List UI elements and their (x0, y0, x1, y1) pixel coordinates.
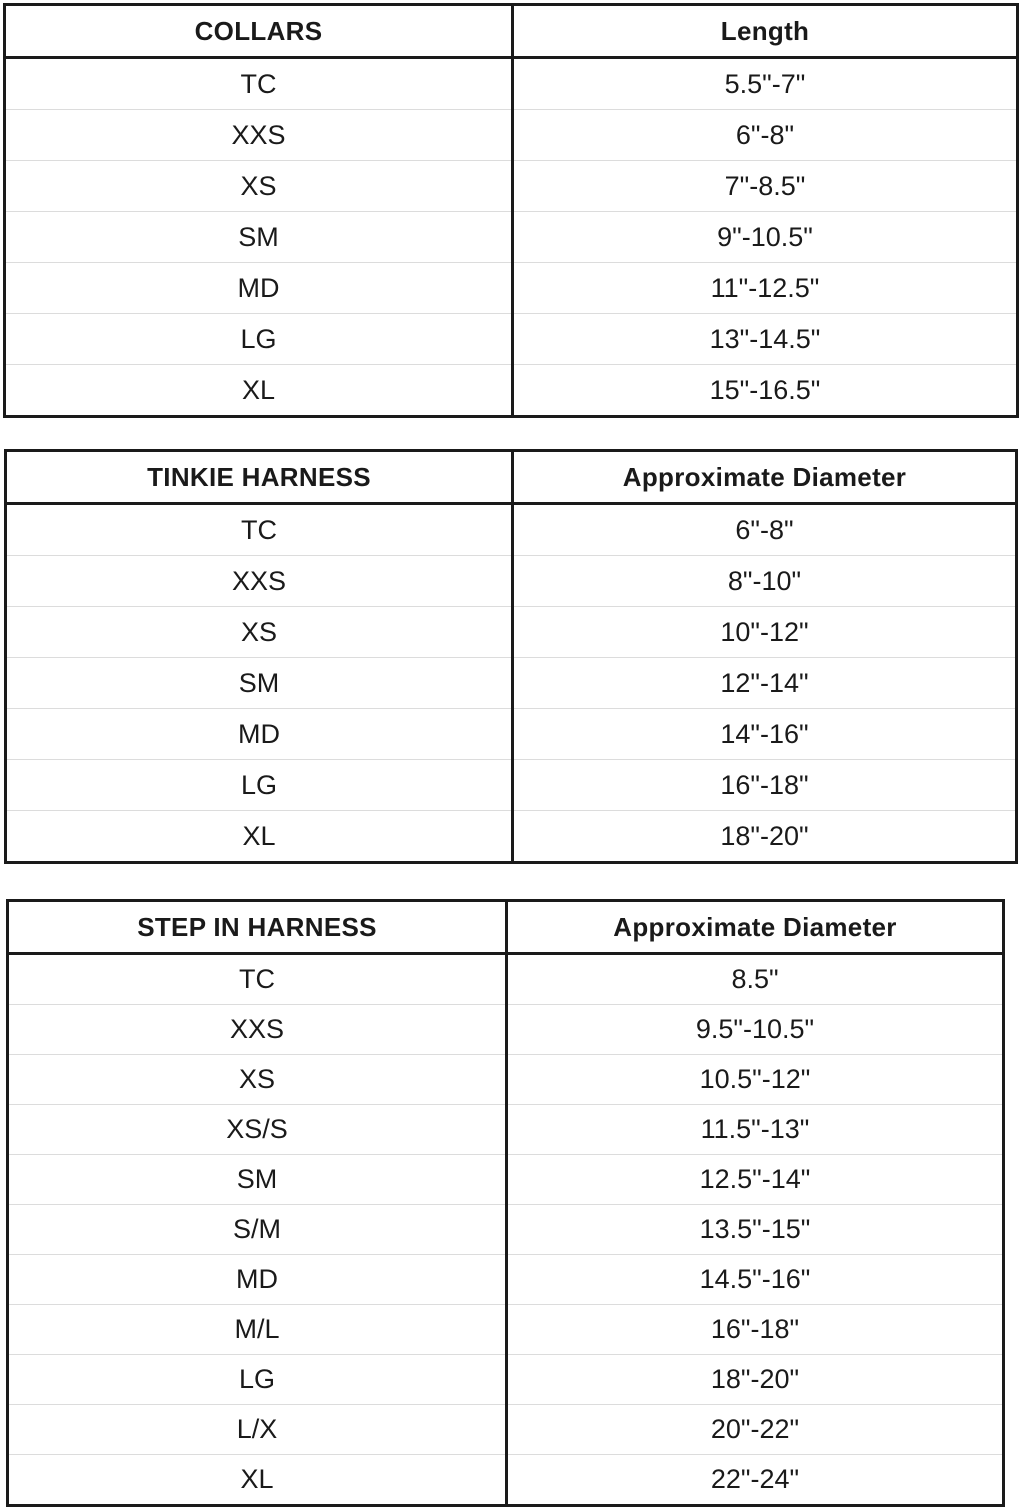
table-row (6, 709, 1017, 760)
table-header-row (8, 901, 1004, 954)
table-row (6, 504, 1017, 556)
table-row (8, 1355, 1004, 1405)
step-in-header-measure: Approximate Diameter (507, 901, 1004, 954)
size-cell: XS (5, 161, 513, 212)
size-cell: MD (8, 1255, 507, 1305)
size-cell: XL (6, 811, 513, 863)
value-cell: 7"-8.5" (513, 161, 1018, 212)
table-row (6, 607, 1017, 658)
value-cell: 8"-10" (513, 556, 1017, 607)
table-row (6, 658, 1017, 709)
value-cell: 6"-8" (513, 504, 1017, 556)
table-row (8, 1405, 1004, 1455)
value-cell: 22"-24" (710, 1464, 800, 1494)
size-cell: SM (6, 658, 513, 709)
tinkie-harness-size-table (4, 449, 1018, 864)
size-cell: TC (8, 954, 507, 1005)
table-row (6, 760, 1017, 811)
size-cell: LG (8, 1355, 507, 1405)
size-cell: S/M (8, 1205, 507, 1255)
tinkie-header-label: TINKIE HARNESS (6, 451, 513, 504)
table-row (5, 212, 1018, 263)
size-cell: XS (8, 1055, 507, 1105)
size-cell: XS/S (8, 1105, 507, 1155)
table-row (5, 314, 1018, 365)
value-cell: 9"-10.5" (513, 212, 1018, 263)
size-cell: L/X (8, 1405, 507, 1455)
tinkie-header-measure: Approximate Diameter (513, 451, 1017, 504)
value-cell: 13.5"-15" (507, 1205, 1004, 1255)
value-cell: 20"-22" (507, 1405, 1004, 1455)
table-row (6, 556, 1017, 607)
value-cell: 5.5"-7" (513, 58, 1018, 110)
step-in-harness-size-table (6, 899, 1005, 1507)
collars-header-measure: Length (513, 5, 1018, 58)
size-cell: M/L (8, 1305, 507, 1355)
value-cell: 16"-18" (507, 1305, 1004, 1355)
value-cell: 12"-14" (513, 658, 1017, 709)
size-cell: MD (5, 263, 513, 314)
table-row (8, 1005, 1004, 1055)
table-header-row (6, 451, 1017, 504)
table-row (6, 811, 1017, 863)
value-cell: 13"-14.5" (513, 314, 1018, 365)
value-cell: 11.5"-13" (507, 1105, 1004, 1155)
table-header-row (5, 5, 1018, 58)
table-row (5, 161, 1018, 212)
value-cell: 18"-20" (720, 820, 809, 851)
collars-header-label: COLLARS (5, 5, 513, 58)
table-row (5, 110, 1018, 161)
step-in-header-label: STEP IN HARNESS (8, 901, 507, 954)
table-row (8, 954, 1004, 1005)
table-row (8, 1055, 1004, 1105)
size-cell: XXS (8, 1005, 507, 1055)
value-cell: 16"-18" (513, 760, 1017, 811)
value-cell: 11"-12.5" (513, 263, 1018, 314)
table-row (8, 1455, 1004, 1506)
table-row (8, 1255, 1004, 1305)
table-row (5, 365, 1018, 417)
size-cell: MD (6, 709, 513, 760)
table-row (8, 1155, 1004, 1205)
size-cell: XL (8, 1455, 507, 1506)
value-cell: 10"-12" (513, 607, 1017, 658)
table-row (5, 58, 1018, 110)
table-row (5, 263, 1018, 314)
size-cell: XXS (6, 556, 513, 607)
value-cell: 18"-20" (507, 1355, 1004, 1405)
size-cell: SM (8, 1155, 507, 1205)
value-cell: 12.5"-14" (507, 1155, 1004, 1205)
size-cell: SM (5, 212, 513, 263)
value-cell: 9.5"-10.5" (507, 1005, 1004, 1055)
size-cell: LG (6, 760, 513, 811)
size-cell: XS (6, 607, 513, 658)
table-row (8, 1305, 1004, 1355)
table-row (8, 1205, 1004, 1255)
value-cell: 14"-16" (513, 709, 1017, 760)
value-cell: 10.5"-12" (507, 1055, 1004, 1105)
size-cell: LG (5, 314, 513, 365)
value-cell: 6"-8" (513, 110, 1018, 161)
size-cell: TC (6, 504, 513, 556)
value-cell: 14.5"-16" (507, 1255, 1004, 1305)
size-cell: XL (5, 365, 513, 417)
collars-size-table (3, 3, 1019, 418)
size-cell: XXS (5, 110, 513, 161)
table-row (8, 1105, 1004, 1155)
size-cell: TC (5, 58, 513, 110)
value-cell: 8.5" (507, 954, 1004, 1005)
value-cell: 15"-16.5" (709, 374, 821, 405)
